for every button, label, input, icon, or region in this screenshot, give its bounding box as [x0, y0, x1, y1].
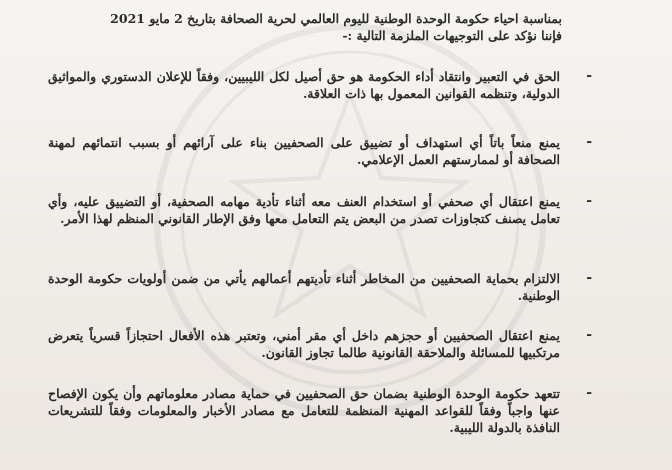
intro-paragraph [0, 10, 672, 44]
directive-item [0, 193, 672, 227]
directive-item [0, 134, 672, 168]
intro-line-2: فإننا نؤكد على التوجيهات الملزمة التالية :- [342, 28, 562, 43]
directive-item [0, 327, 672, 361]
directive-text: تتعهد حكومة الوحدة الوطنية بضمان حق الصحفيين في حماية مصادر معلوماتهم وأن يكون الإفصاح عنها واجباً وفقاً للقواعد المهنية المنظمة للتعامل مع مصادر الأخبار والمعلومات وفقاً للتشريعات النافذة بالدولة الليبية. [48, 386, 560, 435]
directive-item [0, 68, 672, 102]
directive-item [0, 270, 672, 304]
document-body [0, 10, 672, 44]
bullet-dash: - [586, 68, 592, 84]
bullet-dash: - [586, 270, 592, 286]
directive-text: يمنع اعتقال أي صحفي أو استخدام العنف معه أثناء تأدية مهامه الصحفية، أو التضييق عليه، وأي تعامل يصنف كتجاوزات تصدر من البعض يتم التعامل معها وفق الإطار القانوني المنظم لهذا الأمر. [48, 194, 560, 226]
directive-item [0, 385, 672, 436]
directive-text: يمنع اعتقال الصحفيين أو حجزهم داخل أي مقر أمني، وتعتبر هذه الأفعال احتجازاً قسرياً يتعرض مرتكبيها للمسائلة والملاحقة القانونية طالما تجاوز القانون. [48, 328, 560, 360]
bullet-dash: - [586, 193, 592, 209]
directive-text: الالتزام بحماية الصحفيين من المخاطر أثناء تأديتهم أعمالهم يأتي من ضمن أولويات حكومة الوحدة الوطنية. [48, 271, 560, 303]
bullet-dash: - [586, 134, 592, 150]
directive-text: الحق في التعبير وانتقاد أداء الحكومة هو حق أصيل لكل الليبيين، وفقاً للإعلان الدستوري والمواثيق الدولية، وتنظمه القوانين المعمول بها ذات العلاقة. [48, 69, 560, 101]
directive-text: يمنع منعاً باتاً أي استهداف أو تضييق على الصحفيين بناء على آرائهم أو بسبب انتمائهم لمهنة الصحافة أو لممارستهم العمل الإعلامي. [48, 135, 560, 167]
bullet-dash: - [586, 327, 592, 343]
intro-line-1: بمناسبة احياء حكومة الوحدة الوطنية لليوم العالمي لحرية الصحافة بتاريخ 2 مايو 2021 [110, 11, 562, 26]
bullet-dash: - [586, 385, 592, 401]
